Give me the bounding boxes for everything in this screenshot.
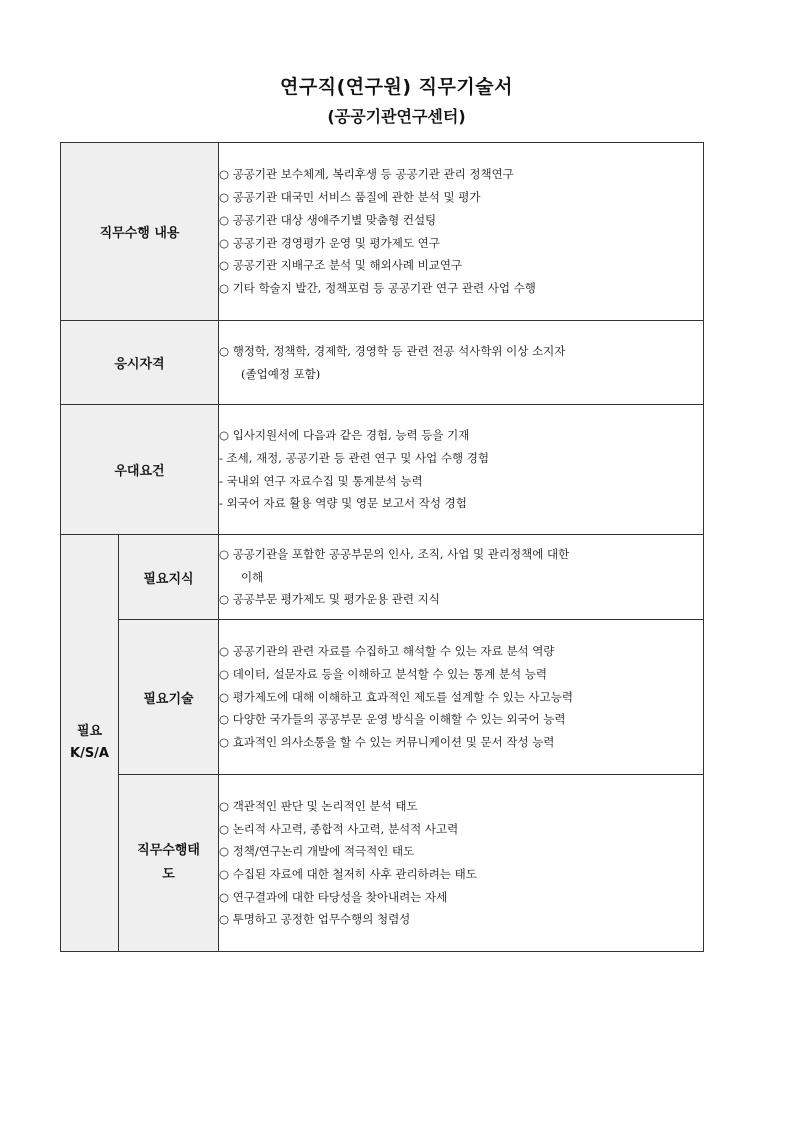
- duty-line: ○ 공공기관 대국민 서비스 품질에 관한 분석 및 평가: [219, 190, 481, 205]
- preferred-line: - 조세, 재정, 공공기관 등 관련 연구 및 사업 수행 경험: [219, 450, 489, 465]
- content-duties: [219, 143, 704, 321]
- content-attitude: [219, 775, 704, 952]
- content-skills: [219, 620, 704, 775]
- row-preferred: [61, 405, 704, 535]
- ksa-label-line2: K/S/A: [70, 746, 109, 761]
- row-knowledge: [61, 535, 704, 620]
- label-qualification: 응시자격: [61, 321, 219, 405]
- knowledge-line: ○ 공공기관을 포함한 공공부문의 인사, 조직, 사업 및 관리정책에 대한: [219, 546, 570, 561]
- duty-line: ○ 공공기관 경영평가 운영 및 평가제도 연구: [219, 235, 440, 250]
- attitude-line: ○ 논리적 사고력, 종합적 사고력, 분석적 사고력: [219, 821, 459, 836]
- skill-line: ○ 공공기관의 관련 자료를 수집하고 해석할 수 있는 자료 분석 역량: [219, 644, 555, 659]
- duty-line: ○ 공공기관 지배구조 분석 및 해외사례 비교연구: [219, 258, 463, 273]
- skill-line: ○ 평가제도에 대해 이해하고 효과적인 제도를 설계할 수 있는 사고능력: [219, 689, 573, 704]
- row-qualification: [61, 321, 704, 405]
- duty-line: ○ 기타 학술지 발간, 정책포럼 등 공공기관 연구 관련 사업 수행: [219, 280, 536, 295]
- content-qualification: [219, 321, 704, 405]
- duty-line: ○ 공공기관 대상 생애주기별 맞춤형 컨설팅: [219, 212, 437, 227]
- label-knowledge: 필요지식: [119, 535, 219, 620]
- document-subtitle: (공공기관연구센터): [327, 107, 466, 126]
- skill-line: ○ 효과적인 의사소통을 할 수 있는 커뮤니케이션 및 문서 작성 능력: [219, 735, 555, 750]
- attitude-line: ○ 수집된 자료에 대한 철저히 사후 관리하려는 태도: [219, 867, 477, 881]
- preferred-line: - 국내외 연구 자료수집 및 통계분석 능력: [219, 473, 423, 488]
- label-preferred: 우대요건: [61, 405, 219, 535]
- qualification-line: ○ 행정학, 정책학, 경제학, 경영학 등 관련 전공 석사학위 이상 소지자: [219, 343, 566, 358]
- skill-line: ○ 다양한 국가들의 공공부문 운영 방식을 이해할 수 있는 외국어 능력: [219, 712, 566, 727]
- ksa-label-line1: 필요: [76, 724, 103, 739]
- attitude-label-line1: 직무수행태: [137, 843, 200, 858]
- label-attitude: [119, 775, 219, 952]
- label-ksa: [61, 535, 119, 952]
- content-preferred: [219, 405, 704, 535]
- qualification-line: (졸업예정 포함): [241, 366, 321, 381]
- knowledge-line: 이해: [241, 569, 264, 584]
- document-title: 연구직(연구원) 직무기술서: [280, 76, 513, 98]
- job-description-table: [60, 142, 704, 952]
- duty-line: ○ 공공기관 보수체계, 복리후생 등 공공기관 관리 정책연구: [219, 167, 514, 182]
- label-duties: 직무수행 내용: [61, 143, 219, 321]
- attitude-line: ○ 투명하고 공정한 업무수행의 청렴성: [219, 912, 411, 927]
- preferred-line: ○ 입사지원서에 다음과 같은 경험, 능력 등을 기재: [219, 428, 470, 443]
- preferred-line: - 외국어 자료 활용 역량 및 영문 보고서 작성 경험: [219, 496, 467, 511]
- content-knowledge: [219, 535, 704, 620]
- row-duties: [61, 143, 704, 321]
- attitude-line: ○ 연구결과에 대한 타당성을 찾아내려는 자세: [219, 889, 448, 904]
- row-attitude: [61, 775, 704, 952]
- attitude-line: ○ 정책/연구논리 개발에 적극적인 태도: [219, 844, 415, 859]
- attitude-label-line2: 도: [162, 867, 175, 882]
- attitude-line: ○ 객관적인 판단 및 논리적인 분석 태도: [219, 798, 418, 813]
- row-skills: [61, 620, 704, 775]
- knowledge-line: ○ 공공부문 평가제도 및 평가운용 관련 지식: [219, 592, 440, 607]
- label-skills: 필요기술: [119, 620, 219, 775]
- skill-line: ○ 데이터, 설문자료 등을 이해하고 분석할 수 있는 통계 분석 능력: [219, 666, 547, 681]
